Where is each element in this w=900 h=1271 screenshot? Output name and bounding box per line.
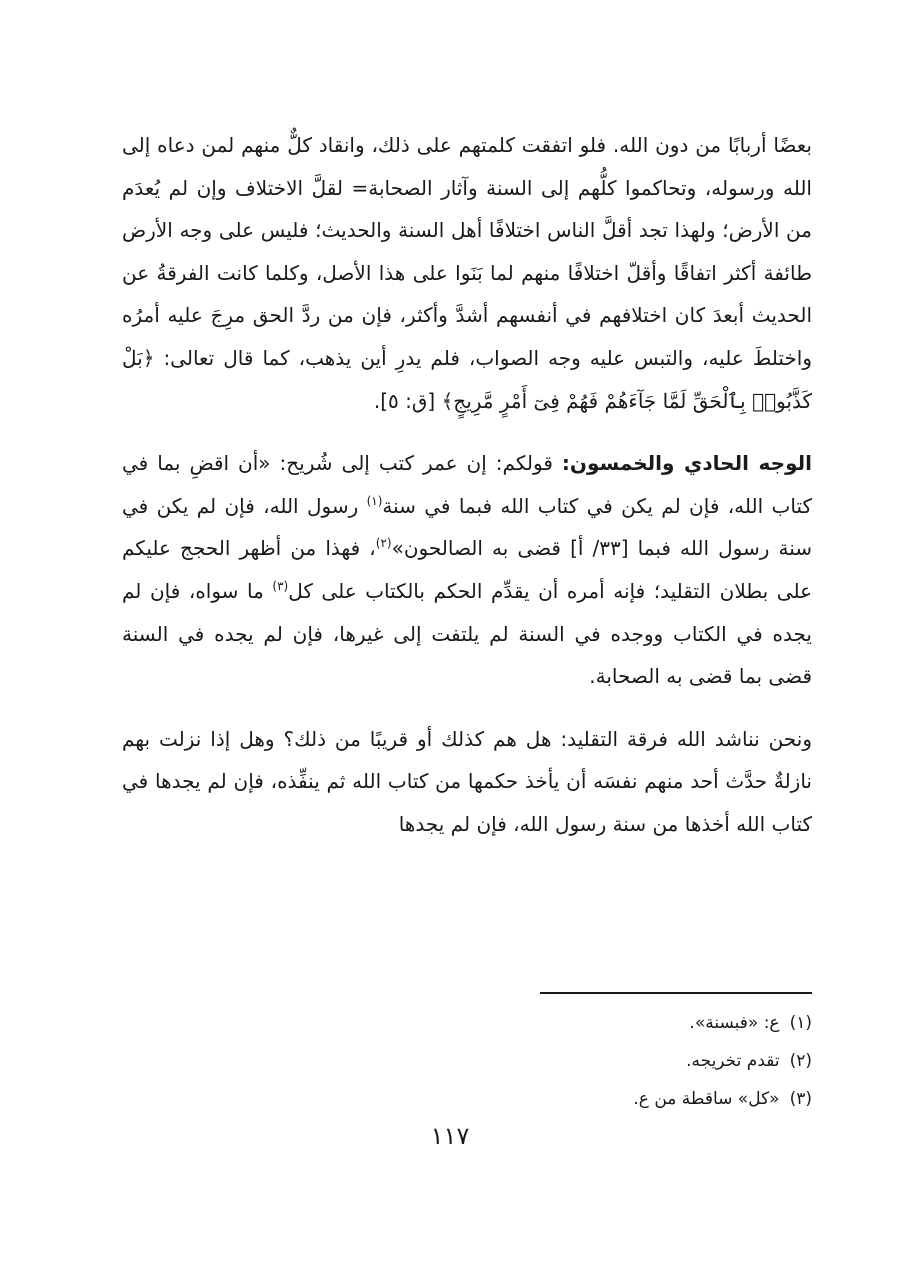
page-number: ١١٧ <box>430 1122 470 1150</box>
footnote-number: (٢) <box>789 1051 812 1071</box>
footnote-2 <box>392 1042 812 1080</box>
footnote-marker-1[interactable]: (١) <box>366 493 383 508</box>
footnote-text: ع: «فبسنة». <box>689 1013 780 1033</box>
footnote-text: «كل» ساقطة من ع. <box>633 1089 780 1109</box>
section-heading: الوجه الحادي والخمسون: <box>561 451 812 476</box>
paragraph-3-text: ونحن نناشد الله فرقة التقليد: هل هم كذلك أو قريبًا من ذلك؟ وهل إذا نزلت بهم نازلةٌ حدَّث أحد منهم نفسَه أن يأخذ حكمها من كتاب الله ثم ينفِّذه، فإن لم يجدها في كتاب الله أخذها من سنة رسول الله، فإن لم يجدها <box>122 726 812 836</box>
paragraph-1 <box>122 124 812 422</box>
paragraph-1-text: بعضًا أربابًا من دون الله. فلو اتفقت كلمتهم على ذلك، وانقاد كلٌّ منهم لمن دعاه إلى الله ورسوله، وتحاكموا كلُّهم إلى السنة وآثار الصحابة= لقلَّ الاختلاف وإن لم يُعدَم من الأرض؛ ولهذا تجد أقلَّ الناس اختلافًا أهل السنة والحديث؛ فليس على وجه الأرض طائفة أكثر اتفاقًا وأقلّ اختلافًا منهم لما بَنَوا على هذا الأصل، وكلما كانت الفرقةُ عن الحديث أبعدَ كان اختلافهم في أنفسهم أشدَّ وأكثر، فإن من ردَّ الحق مرِجَ عليه أمرُه واختلطَ عليه، والتبس عليه وجه الصواب، فلم يدرِ أين يذهب، كما قال تعالى: <box>122 133 812 370</box>
main-text <box>122 124 812 846</box>
footnotes <box>392 1004 812 1118</box>
paragraph-2-text-c: ، فهذا من أظهر الحجج عليكم على بطلان التقليد؛ فإنه أمره أن يقدِّم الحكم بالكتاب على كل <box>122 536 813 603</box>
quran-verse: ﴿بَلْ كَذَّبُوا۟ بِٱلْحَقِّ لَمَّا جَآءَهُمْ فَهُمْ فِىٓ أَمْرٍ مَّرِيجٍ﴾ <box>122 345 812 413</box>
footnote-3 <box>392 1080 812 1118</box>
verse-reference: [ق: ٥]. <box>373 388 442 413</box>
footnote-marker-2[interactable]: (٢) <box>375 536 392 551</box>
footnote-marker-3[interactable]: (٣) <box>272 578 289 593</box>
paragraph-2-text-b: رسول الله، فإن لم يكن في سنة رسول الله فبما [٣٣/ أ] قضى به الصالحون» <box>122 493 812 561</box>
footnote-1 <box>392 1004 812 1042</box>
paragraph-2-text-a: قولكم: إن عمر كتب إلى شُريح: «أن اقضِ بما في كتاب الله، فإن لم يكن في كتاب الله فبما في سنة <box>122 451 812 518</box>
footnote-divider <box>540 992 812 994</box>
paragraph-2 <box>122 442 812 698</box>
footnote-number: (٣) <box>789 1089 812 1109</box>
footnote-number: (١) <box>789 1013 812 1033</box>
paragraph-3 <box>122 718 812 846</box>
paragraph-2-text-d: ما سواه، فإن لم يجده في الكتاب ووجده في السنة لم يلتفت إلى غيرها، فإن لم يجده في السنة قضى بما قضى به الصحابة. <box>122 578 812 689</box>
footnote-text: تقدم تخريجه. <box>686 1051 780 1071</box>
